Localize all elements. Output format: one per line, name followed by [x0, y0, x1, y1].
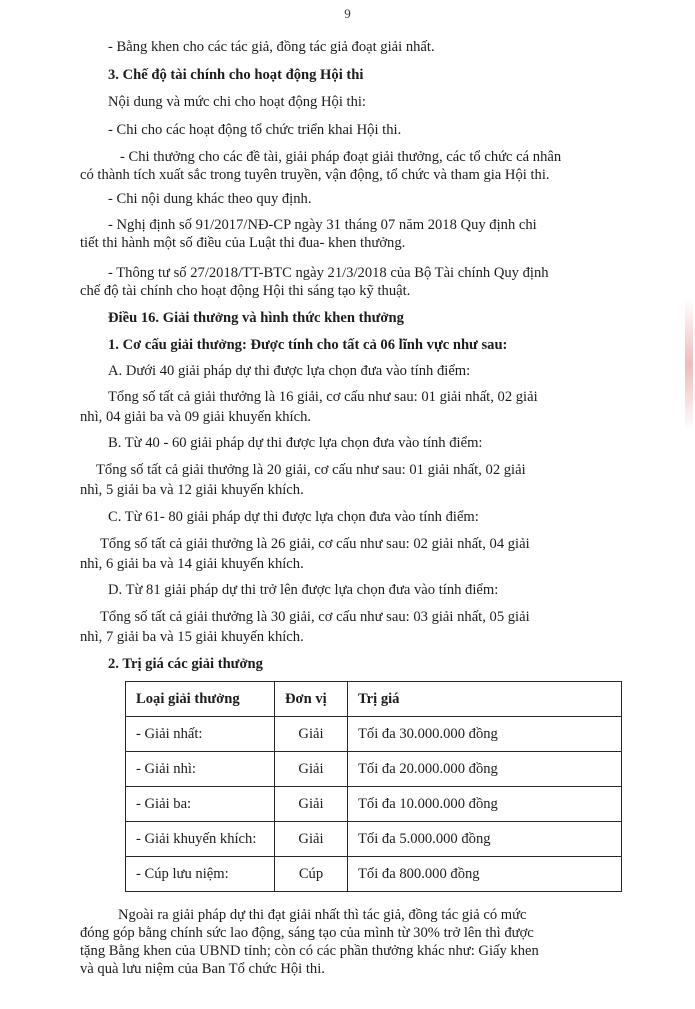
section-heading: 3. Chế độ tài chính cho hoạt động Hội thi — [108, 67, 364, 83]
paragraph-line: - Nghị định số 91/2017/NĐ-CP ngày 31 tháng 07 năm 2018 Quy định chi — [108, 217, 537, 233]
table-cell: - Giải ba: — [126, 787, 275, 822]
closing-line: Ngoài ra giải pháp dự thi đạt giải nhất thì tác giả, đồng tác giả có mức — [118, 907, 527, 923]
table-cell: Tối đa 20.000.000 đồng — [348, 752, 622, 787]
paragraph-line: C. Từ 61- 80 giải pháp dự thi được lựa chọn đưa vào tính điểm: — [108, 509, 479, 525]
paragraph-line: B. Từ 40 - 60 giải pháp dự thi được lựa chọn đưa vào tính điểm: — [108, 435, 483, 451]
page-number: 9 — [344, 6, 351, 21]
table-row — [126, 717, 622, 752]
table-cell: Giải — [275, 787, 348, 822]
prize-value-table — [125, 681, 622, 892]
table-cell: Giải — [275, 822, 348, 857]
paragraph-line: Tổng số tất cả giải thưởng là 30 giải, cơ cấu như sau: 03 giải nhất, 05 giải — [100, 609, 530, 625]
table-row — [126, 857, 622, 892]
closing-line: và quà lưu niệm của Ban Tổ chức Hội thi. — [80, 961, 325, 977]
paragraph-line: Nội dung và mức chi cho hoạt động Hội thi: — [108, 94, 366, 110]
paragraph-line: - Chi cho các hoạt động tổ chức triển khai Hội thi. — [108, 122, 402, 138]
closing-line: đóng góp bằng chính sức lao động, sáng tạo của mình từ 30% trở lên thì được — [80, 925, 534, 941]
paragraph-line: có thành tích xuất sắc trong tuyên truyền, vận động, tổ chức và tham gia Hội thi. — [80, 167, 550, 183]
paragraph-line: - Chi thưởng cho các đề tài, giải pháp đoạt giải thưởng, các tổ chức cá nhân — [120, 149, 562, 165]
paragraph-line: tiết thi hành một số điều của Luật thi đua- khen thưởng. — [80, 235, 406, 251]
paragraph-line: nhì, 04 giải ba và 09 giải khuyến khích. — [80, 409, 312, 425]
paragraph-line: D. Từ 81 giải pháp dự thi trở lên được lựa chọn đưa vào tính điểm: — [108, 582, 499, 598]
paragraph-line: - Thông tư số 27/2018/TT-BTC ngày 21/3/2018 của Bộ Tài chính Quy định — [108, 265, 549, 281]
paragraph-line: nhì, 7 giải ba và 15 giải khuyến khích. — [80, 629, 304, 645]
table-header-row — [126, 682, 622, 717]
table-cell: - Giải nhất: — [126, 717, 275, 752]
table-cell: Tối đa 5.000.000 đồng — [348, 822, 622, 857]
paragraph-line: Tổng số tất cả giải thưởng là 16 giải, cơ cấu như sau: 01 giải nhất, 02 giải — [108, 389, 538, 405]
closing-line: tặng Bằng khen của UBND tỉnh; còn có các phần thưởng khác như: Giấy khen — [80, 943, 539, 959]
article-heading: Điều 16. Giải thưởng và hình thức khen thưởng — [108, 310, 404, 326]
paragraph-line: nhì, 6 giải ba và 14 giải khuyến khích. — [80, 556, 304, 572]
table-cell: - Giải khuyến khích: — [126, 822, 275, 857]
paragraph-line: A. Dưới 40 giải pháp dự thi được lựa chọn đưa vào tính điểm: — [108, 363, 471, 379]
table-cell: Cúp — [275, 857, 348, 892]
table-cell: - Cúp lưu niệm: — [126, 857, 275, 892]
column-header: Đơn vị — [275, 682, 348, 717]
paragraph-line: - Chi nội dung khác theo quy định. — [108, 191, 312, 207]
paragraph-line: chế độ tài chính cho hoạt động Hội thi sáng tạo kỹ thuật. — [80, 283, 411, 299]
table-row — [126, 752, 622, 787]
table-cell: Giải — [275, 752, 348, 787]
table-cell: Tối đa 30.000.000 đồng — [348, 717, 622, 752]
table-cell: Tối đa 800.000 đồng — [348, 857, 622, 892]
table-row — [126, 822, 622, 857]
table-row — [126, 787, 622, 822]
section-heading: 1. Cơ cấu giải thưởng: Được tính cho tất cả 06 lĩnh vực như sau: — [108, 337, 508, 353]
stamp-edge-mark — [685, 300, 693, 430]
table-cell: - Giải nhì: — [126, 752, 275, 787]
section-heading: 2. Trị giá các giải thưởng — [108, 656, 263, 672]
paragraph-line: nhì, 5 giải ba và 12 giải khuyến khích. — [80, 482, 304, 498]
column-header: Loại giải thưởng — [126, 682, 275, 717]
table-cell: Tối đa 10.000.000 đồng — [348, 787, 622, 822]
table-cell: Giải — [275, 717, 348, 752]
column-header: Trị giá — [348, 682, 622, 717]
paragraph-line: Tổng số tất cả giải thưởng là 20 giải, cơ cấu như sau: 01 giải nhất, 02 giải — [96, 462, 526, 478]
paragraph-line: - Bằng khen cho các tác giả, đồng tác giả đoạt giải nhất. — [108, 39, 435, 55]
paragraph-line: Tổng số tất cả giải thưởng là 26 giải, cơ cấu như sau: 02 giải nhất, 04 giải — [100, 536, 530, 552]
